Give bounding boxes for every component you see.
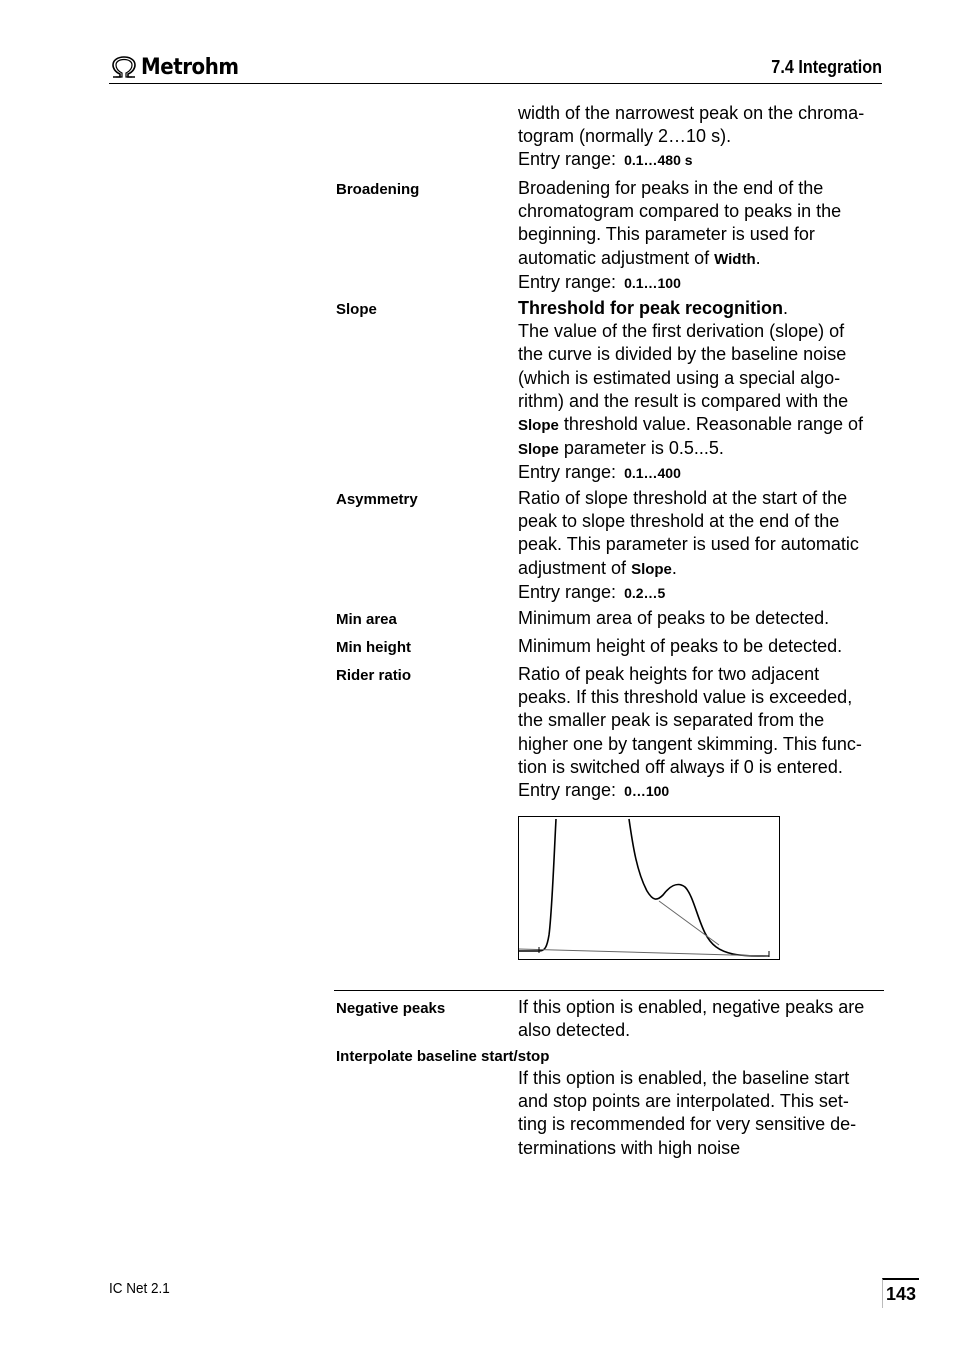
tangent-skim-line: [659, 901, 719, 945]
desc-line: ting is recommended for very sensitive de-: [518, 1114, 857, 1135]
term-min-area: Min area: [336, 611, 397, 628]
term-asymmetry: Asymmetry: [336, 491, 418, 508]
term-slope: Slope: [336, 301, 377, 318]
desc-line: (which is estimated using a special algo-: [518, 367, 841, 388]
entry-range: [518, 148, 884, 172]
range-value: 0.1…400: [624, 465, 681, 482]
desc-line: [518, 247, 884, 271]
desc-line: Ratio of peak heights for two adjacent: [518, 664, 820, 684]
chromatogram-plot: [519, 817, 779, 959]
term-interpolate-baseline: Interpolate baseline start/stop: [336, 1048, 550, 1065]
desc-line: the smaller peak is separated from the: [518, 710, 825, 731]
desc-line: peak to slope threshold at the end of the: [518, 511, 840, 532]
slope-description: [518, 297, 884, 486]
rider-ratio-description: [518, 663, 884, 803]
desc-text: threshold value. Reasonable range of: [558, 414, 864, 435]
desc-line: [518, 297, 884, 320]
desc-line: togram (normally 2…10 s).: [518, 126, 732, 147]
desc-line: width of the narrowest peak on the chroma-: [518, 103, 865, 123]
term-broadening: Broadening: [336, 181, 420, 198]
desc-line: beginning. This parameter is used for: [518, 224, 815, 245]
desc-line: Ratio of slope threshold at the start of the: [518, 488, 848, 508]
baseline-line: [519, 949, 769, 956]
footer-product: IC Net 2.1: [109, 1280, 170, 1297]
range-label: Entry range:: [518, 271, 617, 292]
desc-line: rithm) and the result is compared with the: [518, 390, 849, 411]
desc-line: Minimum height of peaks to be detected.: [518, 636, 843, 656]
logo-wordmark: Metrohm: [141, 54, 239, 80]
desc-line: the curve is divided by the baseline noise: [518, 344, 847, 365]
param-ref: Slope: [631, 560, 672, 578]
term-min-height: Min height: [336, 639, 411, 656]
range-value: 0.1…100: [624, 274, 681, 291]
desc-line: The value of the first derivation (slope) of: [518, 321, 845, 342]
desc-text: parameter is 0.5...5.: [558, 438, 724, 459]
omega-logo-icon: [109, 54, 139, 80]
page-number: 143: [882, 1278, 919, 1308]
range-label: Entry range:: [518, 462, 617, 483]
metrohm-logo: [109, 52, 249, 82]
desc-text: adjustment of: [518, 557, 632, 578]
entry-range: [518, 779, 884, 803]
param-ref: Width: [714, 250, 756, 268]
entry-range: [518, 461, 884, 485]
param-ref: Slope: [518, 441, 559, 459]
desc-heading: Threshold for peak recognition: [518, 298, 784, 318]
section-separator: [334, 990, 884, 991]
range-value: 0.2…5: [624, 584, 666, 601]
width-description: [518, 102, 884, 173]
range-value: 0.1…480 s: [624, 152, 693, 169]
desc-line: higher one by tangent skimming. This func-: [518, 733, 862, 754]
desc-line: chromatogram compared to peaks in the: [518, 201, 842, 222]
desc-line: peaks. If this threshold value is exceeded,: [518, 687, 853, 708]
chromatogram-trace: [519, 819, 556, 951]
min-height-description: [518, 635, 884, 658]
desc-line: Broadening for peaks in the end of the: [518, 178, 824, 198]
interpolate-description: [518, 1067, 884, 1160]
desc-line: and stop points are interpolated. This set-: [518, 1091, 849, 1112]
range-label: Entry range:: [518, 581, 617, 602]
desc-text: .: [783, 298, 789, 318]
term-rider-ratio: Rider ratio: [336, 667, 412, 684]
broadening-description: [518, 177, 884, 295]
section-title: 7.4 Integration: [771, 57, 882, 77]
desc-text: .: [755, 247, 761, 268]
desc-line: [518, 413, 884, 437]
entry-range: [518, 271, 884, 295]
desc-line: [518, 557, 884, 581]
desc-line: terminations with high noise: [518, 1137, 741, 1158]
desc-line: Minimum area of peaks to be detected.: [518, 608, 830, 628]
desc-text: .: [671, 557, 677, 578]
header-rule: [109, 83, 882, 84]
chromatogram-trace-tail: [629, 819, 769, 956]
param-ref: Slope: [518, 417, 559, 435]
desc-line: [518, 437, 884, 461]
range-label: Entry range:: [518, 149, 617, 170]
desc-line: If this option is enabled, the baseline start: [518, 1068, 850, 1088]
negative-peaks-description: [518, 996, 884, 1042]
asymmetry-description: [518, 487, 884, 605]
desc-line: peak. This parameter is used for automatic: [518, 534, 859, 555]
range-label: Entry range:: [518, 780, 617, 801]
desc-text: automatic adjustment of: [518, 247, 715, 268]
desc-line: If this option is enabled, negative peaks are: [518, 997, 865, 1017]
term-negative-peaks: Negative peaks: [336, 1000, 446, 1017]
tangent-skimming-figure: [518, 816, 780, 960]
min-area-description: [518, 607, 884, 630]
range-value: 0…100: [624, 783, 670, 800]
desc-line: also detected.: [518, 1020, 631, 1041]
desc-line: tion is switched off always if 0 is entered.: [518, 756, 843, 777]
entry-range: [518, 581, 884, 605]
